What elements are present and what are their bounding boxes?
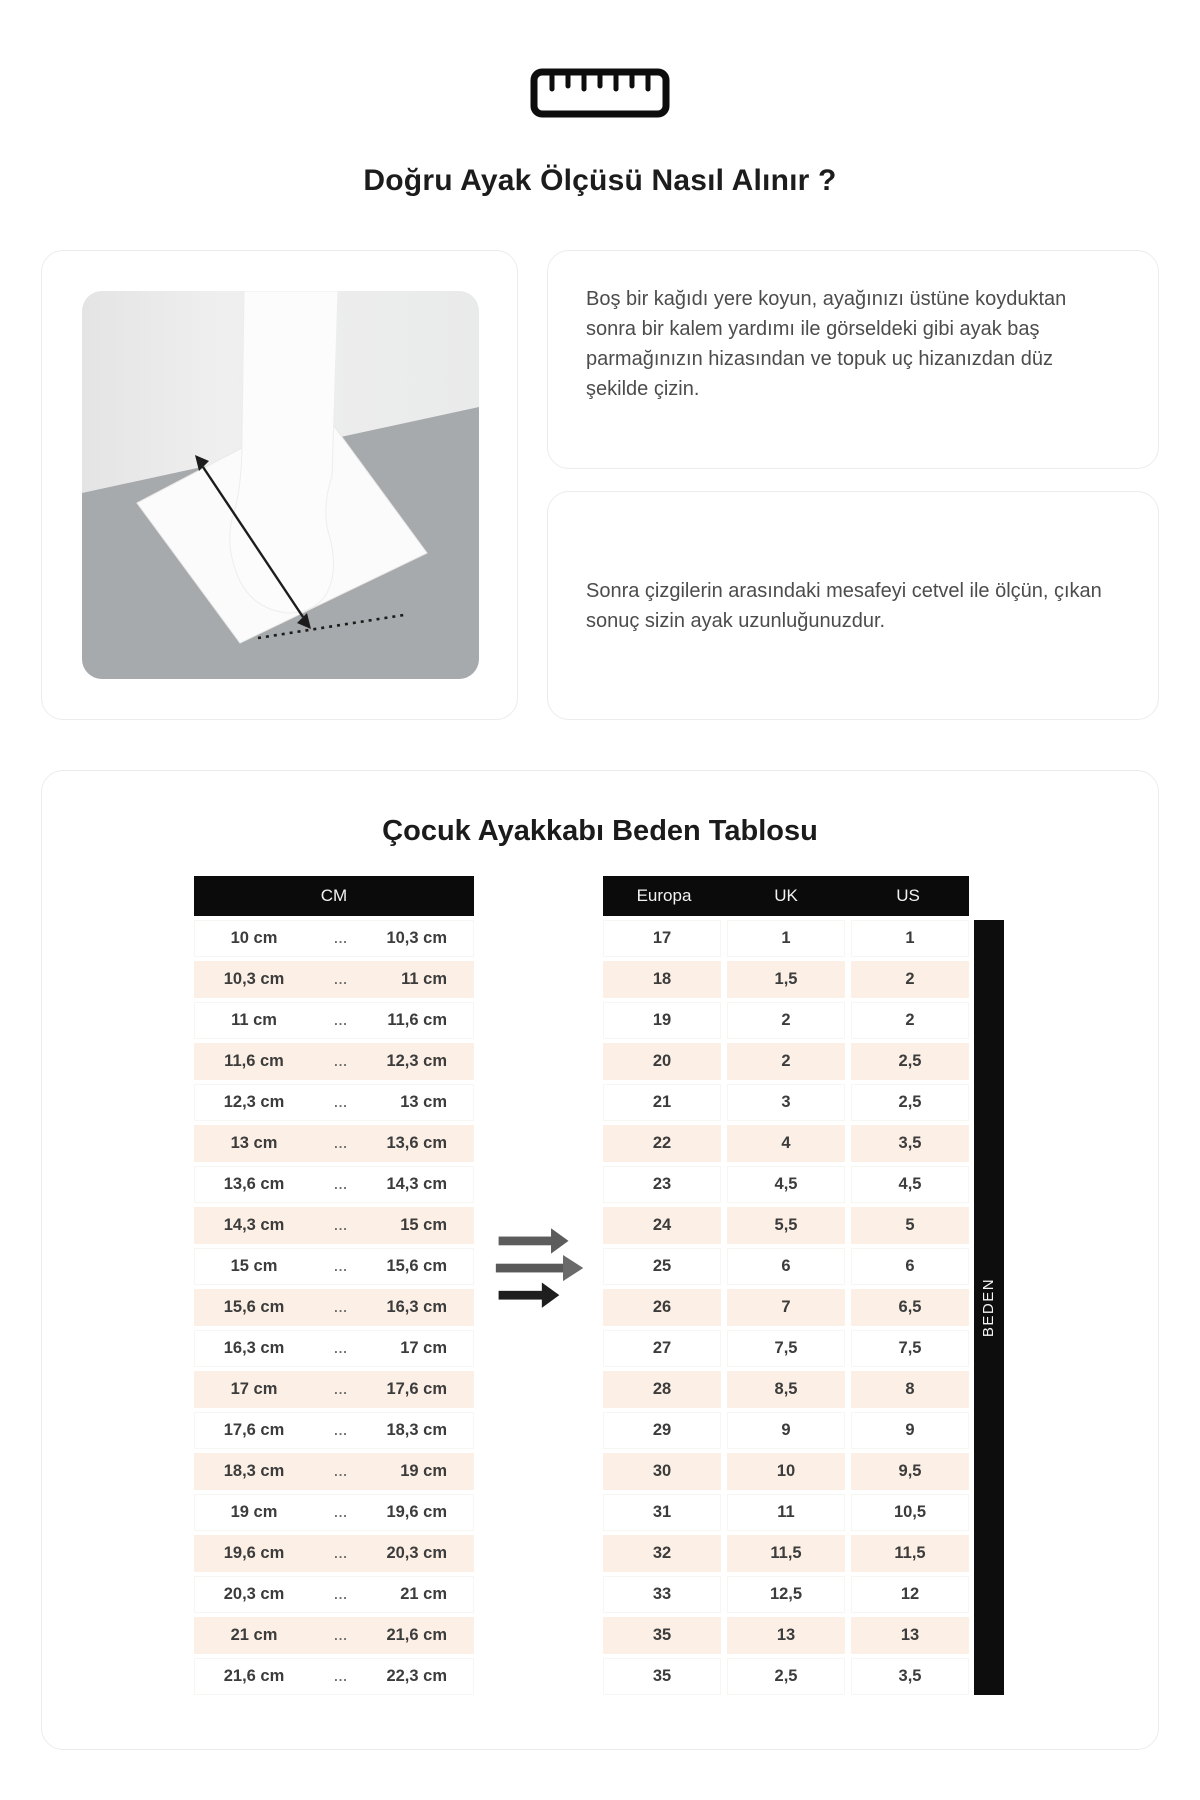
cm-max-value: 17,6 cm <box>386 1380 447 1398</box>
size-cell-uk: 8,5 <box>727 1371 845 1408</box>
cm-min-value: 11,6 cm <box>224 1052 284 1070</box>
foot-photo-card <box>41 250 518 720</box>
row-dots: ... <box>334 1095 348 1110</box>
cm-table-row <box>194 1494 474 1531</box>
cm-table-row <box>194 1043 474 1080</box>
cm-table-row <box>194 1535 474 1572</box>
row-dots: ... <box>334 1423 348 1438</box>
cm-table-row <box>194 1002 474 1039</box>
cm-max-value: 10,3 cm <box>386 929 447 947</box>
cm-min-value: 17 cm <box>230 1380 278 1398</box>
size-table-row <box>603 1330 969 1367</box>
size-cell-us: 1 <box>851 920 969 957</box>
page-title: Doğru Ayak Ölçüsü Nasıl Alınır ? <box>363 164 837 197</box>
ruler-icon-container <box>41 68 1159 118</box>
size-tables-row <box>42 876 1158 1695</box>
size-cell-uk: 4,5 <box>727 1166 845 1203</box>
arrow-top <box>499 1228 569 1253</box>
cm-min-value: 15,6 cm <box>223 1298 285 1316</box>
size-cell-uk: 2,5 <box>727 1658 845 1695</box>
row-dots: ... <box>334 972 348 987</box>
size-cell-europa: 33 <box>603 1576 721 1613</box>
size-cell-us: 9 <box>851 1412 969 1449</box>
size-cell-uk: 10 <box>727 1453 845 1490</box>
cm-max-value: 11 cm <box>401 970 447 988</box>
arrow-middle <box>496 1255 583 1281</box>
size-table-row <box>603 1535 969 1572</box>
cm-max-value: 19,6 cm <box>386 1503 447 1521</box>
size-cell-uk: 5,5 <box>727 1207 845 1244</box>
cm-table-row <box>194 1617 474 1654</box>
size-cell-uk: 2 <box>727 1043 845 1080</box>
cm-max-value: 21 cm <box>400 1585 447 1603</box>
size-cell-europa: 35 <box>603 1658 721 1695</box>
size-cell-uk: 13 <box>727 1617 845 1654</box>
row-dots: ... <box>334 1259 348 1274</box>
instruction-step-2: Sonra çizgilerin arasındaki mesafeyi cetvel ile ölçün, çıkan sonuç sizin ayak uzunluğunuzdur. <box>586 579 1102 632</box>
cm-min-value: 19 cm <box>230 1503 278 1521</box>
size-cell-us: 11,5 <box>851 1535 969 1572</box>
size-cell-europa: 19 <box>603 1002 721 1039</box>
cm-min-value: 13,6 cm <box>223 1175 285 1193</box>
size-table-row <box>603 1084 969 1121</box>
size-cell-europa: 18 <box>603 961 721 998</box>
cm-max-value: 22,3 cm <box>386 1667 447 1685</box>
size-cell-us: 2,5 <box>851 1043 969 1080</box>
international-size-table <box>603 876 969 1695</box>
size-table-row <box>603 1248 969 1285</box>
size-table-row <box>603 1125 969 1162</box>
size-cell-us: 4,5 <box>851 1166 969 1203</box>
instruction-cards-row <box>41 250 1159 720</box>
size-cell-europa: 26 <box>603 1289 721 1326</box>
cm-max-value: 15 cm <box>400 1216 447 1234</box>
size-cell-us: 9,5 <box>851 1453 969 1490</box>
size-table-row <box>603 1043 969 1080</box>
cm-table-header: CM <box>194 876 474 916</box>
size-cell-us: 2 <box>851 1002 969 1039</box>
size-table-row <box>603 1166 969 1203</box>
size-cell-us: 3,5 <box>851 1125 969 1162</box>
row-dots: ... <box>334 1300 348 1315</box>
row-dots: ... <box>334 1628 348 1643</box>
cm-max-value: 15,6 cm <box>386 1257 447 1275</box>
arrow-gap <box>474 876 603 1695</box>
row-dots: ... <box>334 1341 348 1356</box>
size-cell-us: 3,5 <box>851 1658 969 1695</box>
size-table-row <box>603 1371 969 1408</box>
cm-max-value: 20,3 cm <box>386 1544 447 1562</box>
row-dots: ... <box>334 1546 348 1561</box>
size-cell-europa: 24 <box>603 1207 721 1244</box>
size-cell-europa: 27 <box>603 1330 721 1367</box>
cm-table-row <box>194 1084 474 1121</box>
cm-min-value: 10,3 cm <box>223 970 285 988</box>
instruction-card-1 <box>547 250 1159 469</box>
cm-table <box>194 876 474 1695</box>
cm-max-value: 12,3 cm <box>386 1052 447 1070</box>
cm-min-value: 15 cm <box>230 1257 278 1275</box>
arrow-bottom <box>499 1283 560 1308</box>
size-cell-us: 8 <box>851 1371 969 1408</box>
size-convert-arrows-icon <box>494 1218 586 1314</box>
cm-max-value: 17 cm <box>400 1339 447 1357</box>
size-cell-europa: 28 <box>603 1371 721 1408</box>
size-table-row <box>603 1207 969 1244</box>
size-cell-europa: 30 <box>603 1453 721 1490</box>
size-table-row <box>603 1289 969 1326</box>
size-cell-us: 12 <box>851 1576 969 1613</box>
instruction-step-1: Boş bir kağıdı yere koyun, ayağınızı üstüne koyduktan sonra bir kalem yardımı ile görseldeki gibi ayak baş parmağınızın hizasından ve topuk uç hizanızdan düz şekilde çizin. <box>586 288 1067 400</box>
cm-min-value: 16,3 cm <box>223 1339 285 1357</box>
size-table-card <box>41 770 1159 1750</box>
size-table-row <box>603 920 969 957</box>
row-dots: ... <box>334 931 348 946</box>
cm-table-row <box>194 920 474 957</box>
cm-min-value: 13 cm <box>230 1134 278 1152</box>
row-dots: ... <box>334 1669 348 1684</box>
size-table-row <box>603 1576 969 1613</box>
size-cell-uk: 2 <box>727 1002 845 1039</box>
cm-min-value: 10 cm <box>230 929 278 947</box>
cm-table-row <box>194 1658 474 1695</box>
cm-max-value: 16,3 cm <box>386 1298 447 1316</box>
size-table-row <box>603 1453 969 1490</box>
size-table-title: Çocuk Ayakkabı Beden Tablosu <box>382 815 818 847</box>
header-europa: Europa <box>636 886 692 905</box>
beden-label: BEDEN <box>980 1277 998 1338</box>
size-table-row <box>603 961 969 998</box>
size-cell-europa: 25 <box>603 1248 721 1285</box>
cm-min-value: 14,3 cm <box>223 1216 285 1234</box>
size-cell-uk: 4 <box>727 1125 845 1162</box>
cm-min-value: 21,6 cm <box>223 1667 285 1685</box>
row-dots: ... <box>334 1177 348 1192</box>
size-cell-uk: 7,5 <box>727 1330 845 1367</box>
size-cell-us: 5 <box>851 1207 969 1244</box>
size-cell-europa: 22 <box>603 1125 721 1162</box>
cm-max-value: 21,6 cm <box>386 1626 447 1644</box>
row-dots: ... <box>334 1218 348 1233</box>
header-us: US <box>896 886 920 905</box>
size-cell-europa: 20 <box>603 1043 721 1080</box>
size-guide-page <box>41 0 1159 1750</box>
size-cell-us: 6,5 <box>851 1289 969 1326</box>
ruler-icon <box>530 68 670 118</box>
size-cell-europa: 23 <box>603 1166 721 1203</box>
size-cell-us: 10,5 <box>851 1494 969 1531</box>
size-cell-uk: 11 <box>727 1494 845 1531</box>
size-cell-uk: 6 <box>727 1248 845 1285</box>
cm-min-value: 20,3 cm <box>223 1585 285 1603</box>
cm-table-row <box>194 1330 474 1367</box>
size-cell-uk: 1 <box>727 920 845 957</box>
cm-min-value: 21 cm <box>230 1626 278 1644</box>
row-dots: ... <box>334 1464 348 1479</box>
row-dots: ... <box>334 1587 348 1602</box>
size-table-header <box>603 876 969 916</box>
cm-table-row <box>194 1576 474 1613</box>
size-cell-us: 13 <box>851 1617 969 1654</box>
size-cell-europa: 17 <box>603 920 721 957</box>
cm-min-value: 11 cm <box>231 1011 277 1029</box>
size-cell-uk: 12,5 <box>727 1576 845 1613</box>
header-uk: UK <box>774 886 798 905</box>
cm-table-row <box>194 1125 474 1162</box>
size-cell-uk: 3 <box>727 1084 845 1121</box>
cm-max-value: 11,6 cm <box>387 1011 447 1029</box>
size-cell-uk: 11,5 <box>727 1535 845 1572</box>
foot-measuring-photo <box>82 291 479 679</box>
cm-table-row <box>194 1248 474 1285</box>
cm-max-value: 13,6 cm <box>386 1134 447 1152</box>
beden-side-bar <box>974 920 1004 1695</box>
instruction-text-column <box>547 250 1159 720</box>
cm-min-value: 19,6 cm <box>223 1544 285 1562</box>
sock-foot <box>230 291 338 613</box>
size-cell-europa: 32 <box>603 1535 721 1572</box>
row-dots: ... <box>334 1505 348 1520</box>
cm-table-row <box>194 1412 474 1449</box>
row-dots: ... <box>334 1013 348 1028</box>
cm-min-value: 17,6 cm <box>223 1421 285 1439</box>
size-cell-us: 2 <box>851 961 969 998</box>
size-table-row <box>603 1002 969 1039</box>
size-table-body <box>603 920 969 1695</box>
size-table-row <box>603 1658 969 1695</box>
size-table-row <box>603 1617 969 1654</box>
size-cell-europa: 21 <box>603 1084 721 1121</box>
cm-max-value: 14,3 cm <box>386 1175 447 1193</box>
cm-min-value: 12,3 cm <box>223 1093 285 1111</box>
cm-max-value: 19 cm <box>400 1462 447 1480</box>
cm-table-row <box>194 1207 474 1244</box>
size-cell-us: 2,5 <box>851 1084 969 1121</box>
size-cell-europa: 35 <box>603 1617 721 1654</box>
cm-table-row <box>194 961 474 998</box>
size-cell-europa: 29 <box>603 1412 721 1449</box>
size-cell-uk: 7 <box>727 1289 845 1326</box>
cm-table-row <box>194 1166 474 1203</box>
row-dots: ... <box>334 1054 348 1069</box>
cm-table-row <box>194 1289 474 1326</box>
size-cell-us: 7,5 <box>851 1330 969 1367</box>
cm-min-value: 18,3 cm <box>223 1462 285 1480</box>
size-cell-europa: 31 <box>603 1494 721 1531</box>
row-dots: ... <box>334 1382 348 1397</box>
size-cell-uk: 9 <box>727 1412 845 1449</box>
row-dots: ... <box>334 1136 348 1151</box>
cm-table-row <box>194 1453 474 1490</box>
cm-max-value: 13 cm <box>400 1093 447 1111</box>
size-table-row <box>603 1412 969 1449</box>
size-table-row <box>603 1494 969 1531</box>
instruction-card-2 <box>547 491 1159 720</box>
cm-max-value: 18,3 cm <box>386 1421 447 1439</box>
size-cell-uk: 1,5 <box>727 961 845 998</box>
size-cell-us: 6 <box>851 1248 969 1285</box>
cm-table-body <box>194 920 474 1695</box>
cm-table-row <box>194 1371 474 1408</box>
